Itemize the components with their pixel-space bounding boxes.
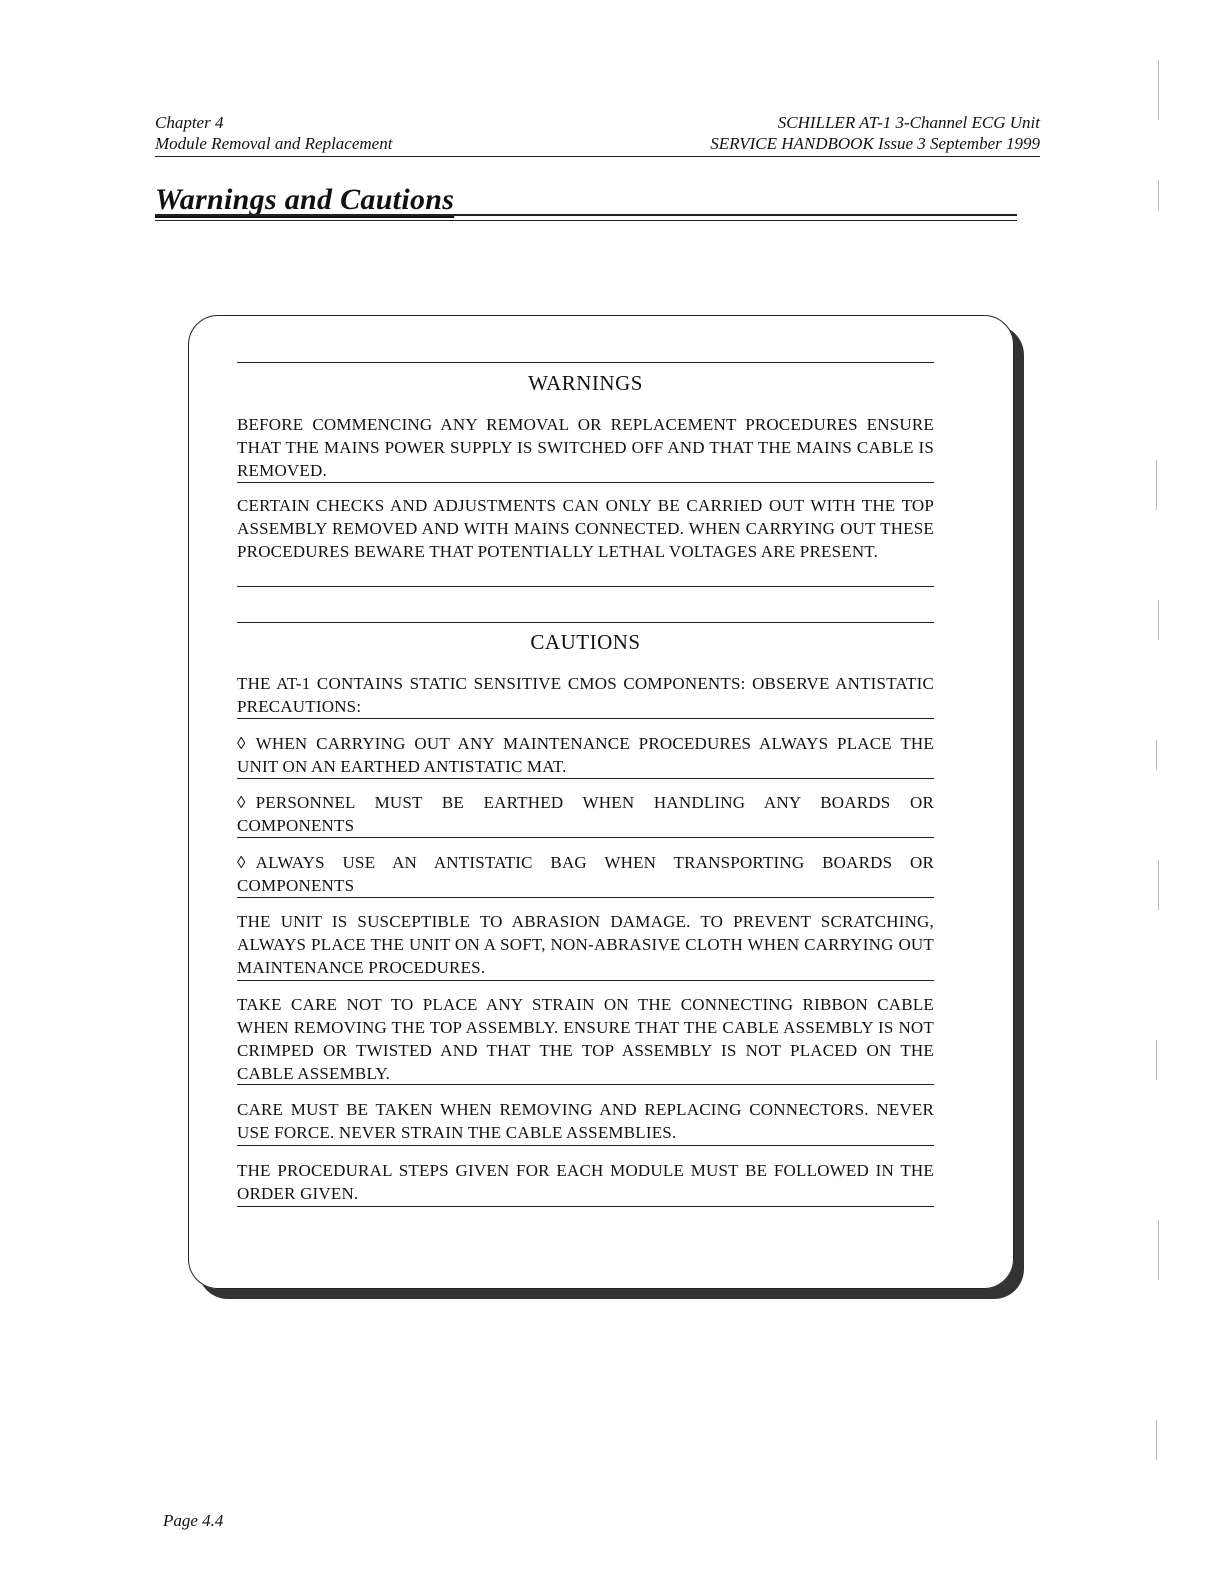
caution-bullet-1-rule (237, 778, 934, 779)
diamond-bullet-icon: ◊ (237, 734, 246, 753)
caution-item-3-rule (237, 1145, 934, 1146)
page-number: Page 4.4 (163, 1511, 224, 1530)
scan-artifacts (1150, 40, 1170, 1540)
caution-bullet-text: PERSONNEL MUST BE EARTHED WHEN HANDLING ANY BOARDS OR COMPONENTS (237, 793, 934, 835)
caution-bullet-text: WHEN CARRYING OUT ANY MAINTENANCE PROCEDURES ALWAYS PLACE THE UNIT ON AN EARTHED ANTISTATIC MAT. (237, 734, 934, 776)
caution-item-2: TAKE CARE NOT TO PLACE ANY STRAIN ON THE CONNECTING RIBBON CABLE WHEN REMOVING THE TOP ASSEMBLY. ENSURE THAT THE CABLE ASSEMBLY IS NOT CRIMPED OR TWISTED AND THAT THE TOP ASSEMBLY IS NOT PLACED ON THE CABLE ASSEMBLY. (237, 995, 934, 1083)
caution-bullet-3-rule (237, 897, 934, 898)
caution-item-4-rule (237, 1206, 934, 1207)
warnings-heading: WARNINGS (528, 371, 643, 395)
header-left (155, 112, 392, 154)
page-title: Warnings and Cautions (155, 183, 455, 216)
chapter-title: Module Removal and Replacement (155, 134, 393, 153)
diamond-bullet-icon: ◊ (237, 853, 246, 872)
title-rule-thin (155, 220, 1017, 221)
caution-item-3: CARE MUST BE TAKEN WHEN REMOVING AND REPLACING CONNECTORS. NEVER USE FORCE. NEVER STRAIN THE CABLE ASSEMBLIES. (237, 1100, 934, 1142)
caution-item-4: THE PROCEDURAL STEPS GIVEN FOR EACH MODULE MUST BE FOLLOWED IN THE ORDER GIVEN. (237, 1161, 934, 1203)
header-right (560, 112, 1040, 154)
caution-bullet-text: ALWAYS USE AN ANTISTATIC BAG WHEN TRANSPORTING BOARDS OR COMPONENTS (237, 853, 934, 895)
warning-item-2: CERTAIN CHECKS AND ADJUSTMENTS CAN ONLY BE CARRIED OUT WITH THE TOP ASSEMBLY REMOVED AND WITH MAINS CONNECTED. WHEN CARRYING OUT THESE PROCEDURES BEWARE THAT POTENTIALLY LETHAL VOLTAGES ARE PRESENT. (237, 496, 934, 561)
header-divider (155, 156, 1040, 157)
caution-item-2-rule (237, 1084, 934, 1085)
cautions-intro-rule (237, 718, 934, 719)
title-rule-thick (155, 214, 1017, 216)
cautions-top-rule (237, 622, 934, 623)
cautions-heading: CAUTIONS (530, 630, 641, 654)
product-name: SCHILLER AT-1 3-Channel ECG Unit (777, 113, 1040, 132)
cautions-intro: THE AT-1 CONTAINS STATIC SENSITIVE CMOS COMPONENTS: OBSERVE ANTISTATIC PRECAUTIONS: (237, 674, 934, 716)
caution-bullet-2 (237, 791, 934, 837)
warning-item-1: BEFORE COMMENCING ANY REMOVAL OR REPLACEMENT PROCEDURES ENSURE THAT THE MAINS POWER SUPPLY IS SWITCHED OFF AND THAT THE MAINS CABLE IS REMOVED. (237, 415, 934, 480)
warnings-top-rule (237, 362, 934, 363)
diamond-bullet-icon: ◊ (237, 793, 246, 812)
caution-bullet-1 (237, 732, 934, 778)
handbook-issue: SERVICE HANDBOOK Issue 3 September 1999 (710, 134, 1040, 153)
chapter-label: Chapter 4 (155, 113, 224, 132)
caution-bullet-2-rule (237, 837, 934, 838)
caution-item-1: THE UNIT IS SUSCEPTIBLE TO ABRASION DAMAGE. TO PREVENT SCRATCHING, ALWAYS PLACE THE UNIT ON A SOFT, NON-ABRASIVE CLOTH WHEN CARRYING OUT MAINTENANCE PROCEDURES. (237, 912, 934, 977)
warning-item-1-rule (237, 482, 934, 483)
caution-item-1-rule (237, 980, 934, 981)
warning-item-2-rule (237, 586, 934, 587)
caution-bullet-3 (237, 851, 934, 897)
